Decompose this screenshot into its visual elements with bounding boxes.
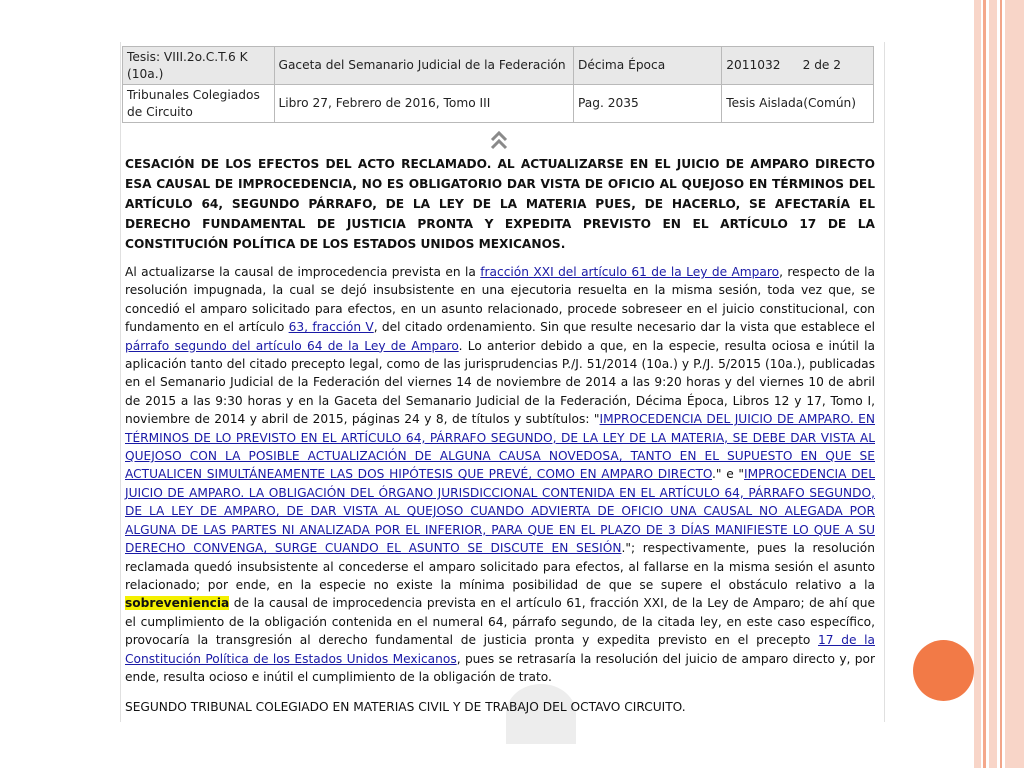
slide-decoration-circle	[913, 640, 974, 701]
slide-decoration-stripe	[974, 0, 981, 768]
thesis-title: CESACIÓN DE LOS EFECTOS DEL ACTO RECLAMADO. AL ACTUALIZARSE EN EL JUICIO DE AMPARO DIRECTO ESA CAUSAL DE IMPROCEDENCIA, NO ES OBLIGATORIO DAR VISTA DE OFICIO AL QUEJOSO EN TÉRMINOS DEL ARTÍCULO 64, SEGUNDO PÁRRAFO, DE LA LEY DE LA MATERIA PUES, DE HACERLO, SE AFECTARÍA EL DERECHO FUNDAMENTAL DE JUSTICIA PRONTA Y EXPEDITA PREVISTO EN EL ARTÍCULO 17 DE LA CONSTITUCIÓN POLÍTICA DE LOS ESTADOS UNIDOS MEXICANOS.	[125, 157, 875, 251]
slide-decoration-stripe	[983, 0, 986, 768]
slide-decoration-stripe	[989, 0, 997, 768]
link-63-fraccion-v[interactable]: 63, fracción V	[288, 320, 374, 335]
link-constitucion-art-17[interactable]: 17 de la Constitución Política de los Estados Unidos Mexicanos	[125, 633, 875, 666]
thesis-body	[125, 263, 875, 686]
link-jurisprudencia-1[interactable]: IMPROCEDENCIA DEL JUICIO DE AMPARO. EN TÉRMINOS DE LO PREVISTO EN EL ARTÍCULO 64, PÁRRAFO SEGUNDO, DE LA LEY DE LA MATERIA, SE DEBE DAR VISTA AL QUEJOSO CON LA POSIBLE ACTUALIZACIÓN DE ALGUNA CAUSA NOVEDOSA, TANTO EN EL SUPUESTO EN QUE SE ACTUALICEN SIMULTÁNEAMENTE LAS DOS HIPÓTESIS QUE PREVÉ, COMO EN AMPARO DIRECTO	[125, 412, 875, 482]
body-text: , pues se retrasaría la resolución del juicio de amparo directo y, por ende, resulta ocioso e inútil el cumplimiento de la obligación de trato.	[125, 651, 875, 684]
body-text: Al actualizarse la causal de improcedencia prevista en la	[125, 265, 481, 279]
epoca-cell: Décima Época	[573, 47, 721, 85]
slide-decoration-stripe	[1000, 0, 1002, 768]
link-fraccion-xxi[interactable]: fracción XXI del artículo 61 de la Ley de Amparo	[480, 265, 780, 279]
tipo-cell: Tesis Aislada(Común)	[722, 85, 874, 123]
link-jurisprudencia-2[interactable]: IMPROCEDENCIA DEL JUICIO DE AMPARO. LA OBLIGACIÓN DEL ÓRGANO JURISDICCIONAL CONTENIDA EN EL ARTÍCULO 64, PÁRRAFO SEGUNDO, DE LA LEY DE AMPARO, DE DAR VISTA AL QUEJOSO CUANDO ADVIERTA DE OFICIO UNA CAUSAL NO ALEGADA POR ALGUNA DE LAS PARTES NI ANALIZADA POR EL INFERIOR, PARA QUE EN EL PLAZO DE 3 DÍAS MANIFIESTE LO QUE A SU DERECHO CONVENGA, SURGE CUANDO EL ASUNTO SE DISCUTE EN SESIÓN	[125, 467, 875, 556]
table-row	[123, 85, 874, 123]
thesis-metadata-table	[122, 46, 874, 123]
tribunal-cell: Tribunales Colegiados de Circuito	[123, 85, 275, 123]
body-text: , del citado ordenamiento. Sin que resulte necesario dar la vista que establece el	[373, 320, 875, 335]
body-text: . Lo anterior debido a que, en la especie, resulta ociosa e inútil la aplicación tanto del citado precepto legal, como de las jurisprudencias P./J. 51/2014 (10a.) y P./J. 5/2015 (10a.), publicadas en el Semanario Judicial de la Federación del viernes 14 de noviembre de 2014 a las 9:20 horas y del viernes 10 de abril de 2015 a las 9:30 horas y en la Gaceta del Semanario Judicial de la Federación, Décima Época, Libros 12 y 17, Tomo I, noviembre de 2014 y abril de 2015, páginas 24 y 8, de títulos y subtítulos: "	[125, 338, 876, 427]
gaceta-cell: Gaceta del Semanario Judicial de la Federación	[274, 47, 573, 85]
body-text: , respecto de la resolución impugnada, la cual se dejó insubsistente en una ejecutoria resuelta en la misma sesión, toda vez que, se concedió el amparo solicitado para efectos, en un asunto relacionado, procede sobreseer en el juicio constitucional, con fundamento en el artículo	[125, 265, 875, 335]
body-text: ."; respectivamente, pues la resolución reclamada quedó insubsistente al concederse el amparo solicitado para efectos, al fallarse en la misma sesión el asunto relacionado; por ende, en la especie no existe la mínima posibilidad de que se supere el obstáculo relativo a la	[125, 541, 875, 592]
pag-cell: Pag. 2035	[573, 85, 721, 123]
highlighted-term: sobreveniencia	[125, 596, 230, 611]
table-row	[123, 47, 874, 85]
libro-cell: Libro 27, Febrero de 2016, Tomo III	[274, 85, 573, 123]
tesis-cell: Tesis: VIII.2o.C.T.6 K (10a.)	[123, 47, 275, 85]
body-text: de la causal de improcedencia prevista en el artículo 61, fracción XXI, de la Ley de Amparo; de ahí que el cumplimiento de la obligación contenida en el numeral 64, párrafo segundo, de la citada ley, en este caso específico, provocaría la transgresión al derecho fundamental de justicia pronta y expedita previsto en el precepto	[125, 596, 875, 648]
registro-cell	[722, 47, 874, 85]
registro-number: 2011032	[726, 58, 781, 72]
slide-decoration-stripe	[1005, 0, 1024, 768]
double-chevron-up-icon[interactable]	[486, 128, 512, 152]
page-indicator: 2 de 2	[802, 58, 842, 72]
court-signature: SEGUNDO TRIBUNAL COLEGIADO EN MATERIAS CIVIL Y DE TRABAJO DEL OCTAVO CIRCUITO.	[125, 700, 686, 714]
body-text: ." e "	[712, 467, 745, 482]
watermark-icon	[506, 684, 576, 744]
link-parrafo-segundo-art-64[interactable]: párrafo segundo del artículo 64 de la Ley de Amparo	[125, 338, 459, 353]
